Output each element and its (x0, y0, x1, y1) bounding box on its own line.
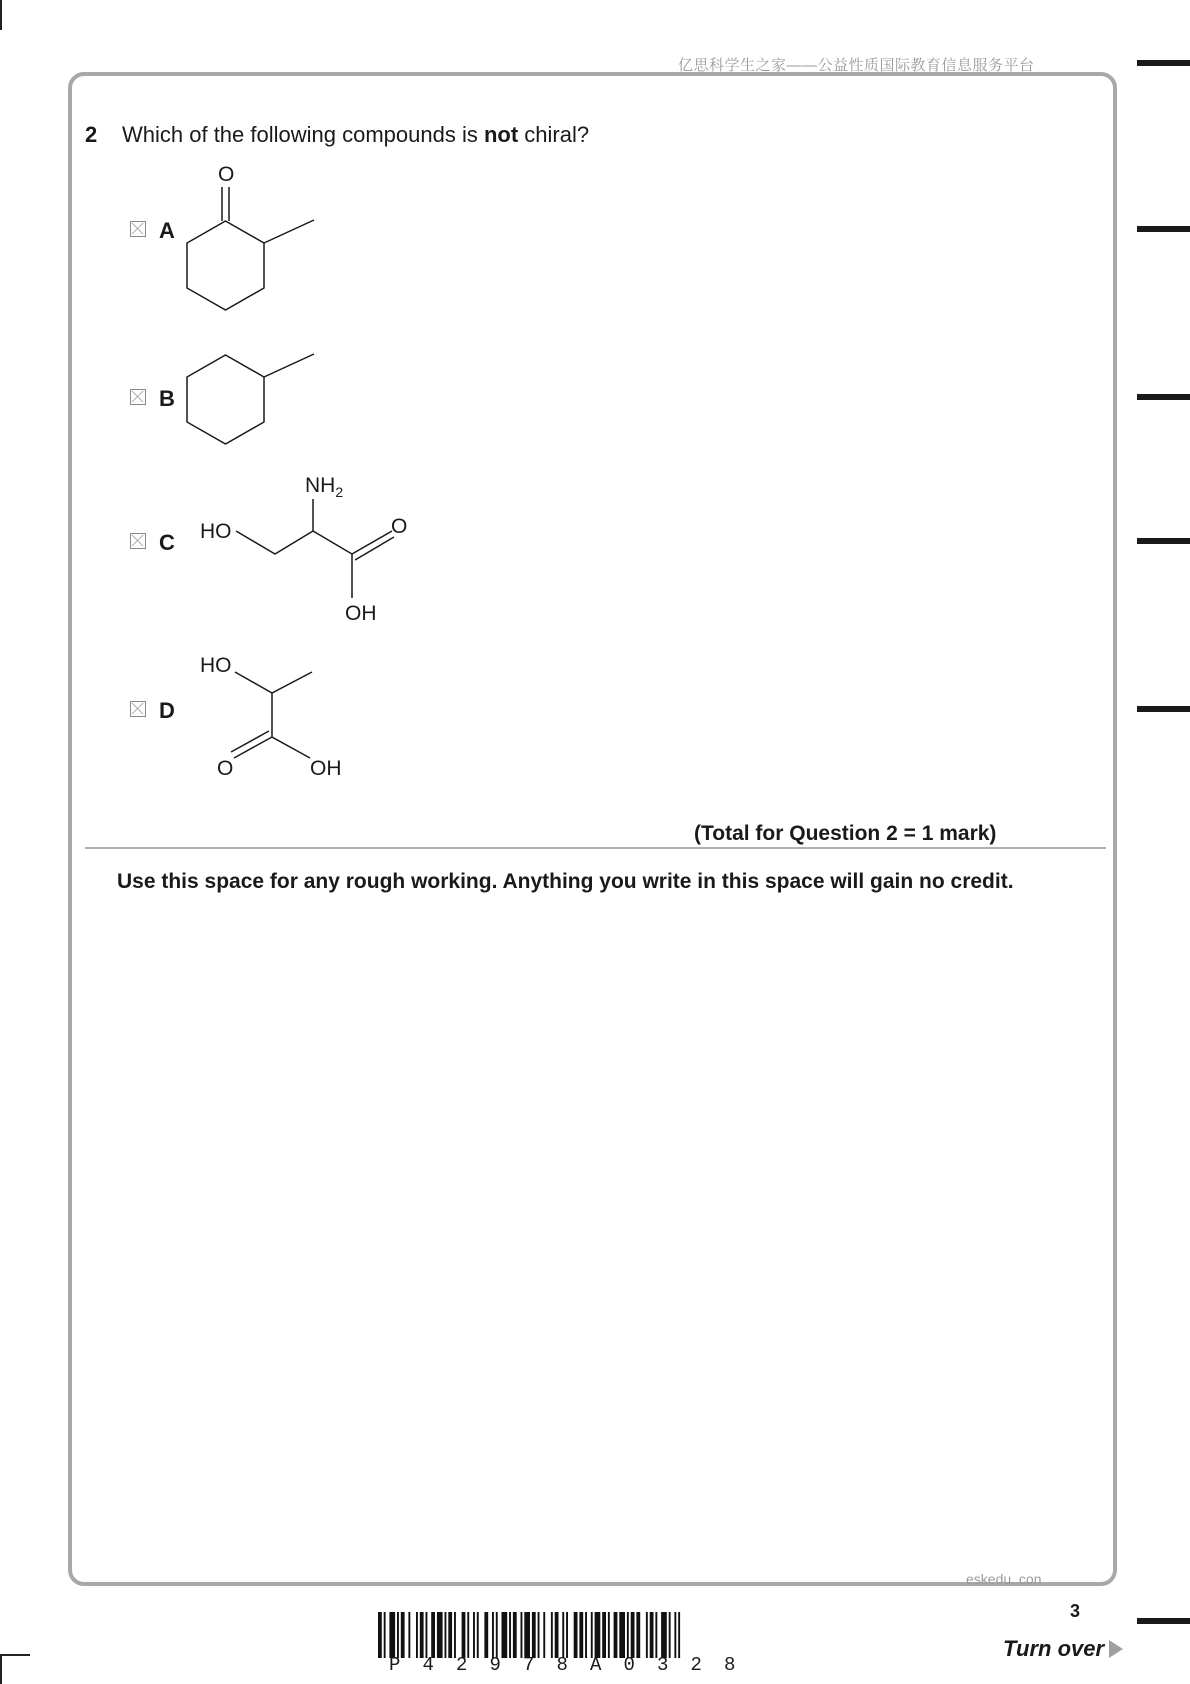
option-d-checkbox[interactable] (130, 701, 146, 717)
crop-mark-bottom-left-h (0, 1654, 30, 1656)
option-c-acid-oh-label: OH (345, 602, 377, 625)
question-text-bold: not (483, 122, 519, 147)
turn-over-arrow-icon (1109, 1640, 1123, 1658)
option-c-oxygen-label: O (391, 515, 408, 538)
option-c-amine-label: $NH_2$ (305, 474, 344, 500)
option-a-structure (180, 155, 330, 315)
option-a-letter: A (159, 218, 175, 243)
barcode-number (378, 1654, 778, 1676)
option-b-checkbox[interactable] (130, 389, 146, 405)
divider (85, 847, 1106, 849)
barcode-char: 9 (489, 1654, 501, 1676)
option-c-hydroxyl-label: HO (200, 520, 232, 543)
option-d-acid-oh-label: OH (310, 757, 342, 780)
option-d-oxygen-label: O (217, 757, 234, 780)
option-b-letter: B (159, 386, 175, 411)
option-b-structure (180, 345, 330, 455)
crop-mark-top-left (0, 0, 2, 30)
edge-mark (1137, 394, 1190, 400)
barcode (378, 1612, 810, 1658)
question-text-end: chiral? (518, 122, 590, 147)
option-d-structure (195, 645, 365, 785)
option-d-hydroxyl-label: HO (200, 654, 232, 677)
barcode-char: 2 (456, 1654, 468, 1676)
header-watermark: 亿思科学生之家——公益性质国际教育信息服务平台 (678, 57, 1035, 74)
rough-working-instruction: Use this space for any rough working. Anything you write in this space will gain no credit. (117, 870, 1014, 893)
barcode-char: 0 (623, 1654, 635, 1676)
barcode-char: 8 (724, 1654, 736, 1676)
edge-mark (1137, 60, 1190, 66)
option-c-letter: C (159, 530, 175, 555)
option-d-letter: D (159, 698, 175, 723)
barcode-char: 7 (523, 1654, 535, 1676)
turn-over-label: Turn over (1003, 1636, 1105, 1661)
crop-mark-bottom-left-v (0, 1654, 2, 1684)
question-number: 2 (85, 122, 98, 147)
option-c-structure (195, 465, 425, 630)
barcode-char: P (389, 1654, 401, 1676)
question-total: (Total for Question 2 = 1 mark) (694, 822, 997, 845)
edge-mark (1137, 1618, 1190, 1624)
page-number: 3 (1070, 1601, 1081, 1621)
barcode-char: 3 (657, 1654, 669, 1676)
footer-watermark: eskedu. con (966, 1571, 1042, 1587)
barcode-char: A (590, 1654, 602, 1676)
question-text (122, 122, 589, 148)
option-a-oxygen-label: O (218, 163, 235, 186)
edge-mark (1137, 706, 1190, 712)
option-c-checkbox[interactable] (130, 533, 146, 549)
question-text-start: Which of the following compounds is (122, 122, 484, 147)
edge-mark (1137, 538, 1190, 544)
edge-mark (1137, 226, 1190, 232)
barcode-char: 8 (556, 1654, 568, 1676)
option-a-checkbox[interactable] (130, 221, 146, 237)
barcode-char: 2 (690, 1654, 702, 1676)
barcode-char: 4 (422, 1654, 434, 1676)
